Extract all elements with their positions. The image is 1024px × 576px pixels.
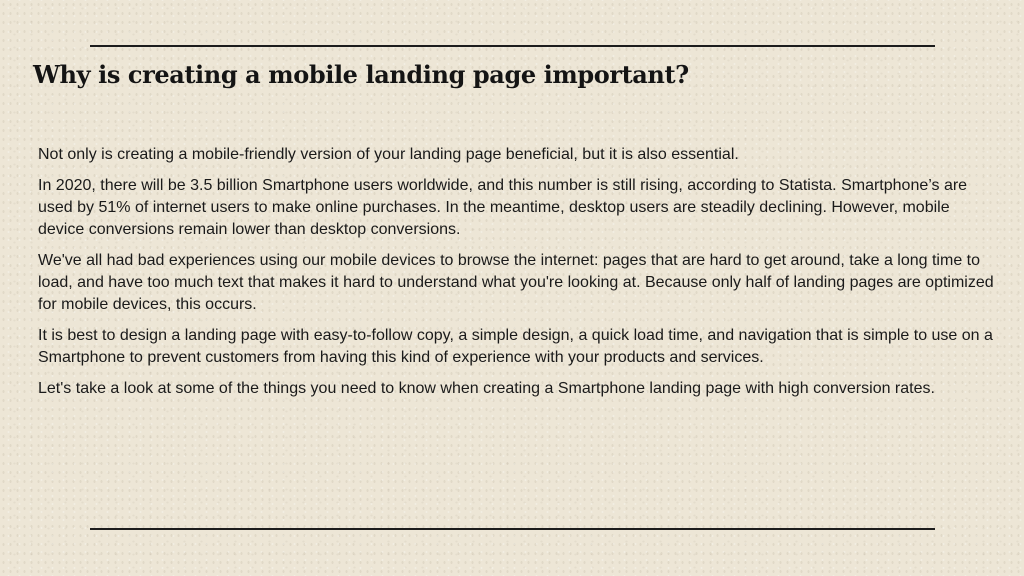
paragraph-4: It is best to design a landing page with easy-to-follow copy, a simple design, a quick load time, and navigation that is simple to use on a Smartphone to prevent customers from having this kind of experience with your products and services.: [38, 327, 993, 366]
paragraph-2: In 2020, there will be 3.5 billion Smartphone users worldwide, and this number is still rising, according to Statista. Smartphone’s are used by 51% of internet users to make online purchases. In the meantime, desktop users are steadily declining. However, mobile device conversions remain lower than desktop conversions.: [38, 177, 968, 238]
bottom-divider: [90, 528, 935, 530]
slide-body: [38, 144, 998, 409]
paragraph-5: Let's take a look at some of the things you need to know when creating a Smartphone landing page with high conversion rates.: [38, 380, 935, 397]
slide-title: Why is creating a mobile landing page important?: [33, 60, 689, 89]
paragraph-1: Not only is creating a mobile-friendly version of your landing page beneficial, but it is also essential.: [38, 146, 739, 163]
top-divider: [90, 45, 935, 47]
paragraph-3: We've all had bad experiences using our mobile devices to browse the internet: pages that are hard to get around, take a long time to load, and have too much text that makes it hard to understand what you're looking at. Because only half of landing pages are optimized for mobile devices, this occurs.: [38, 252, 994, 313]
